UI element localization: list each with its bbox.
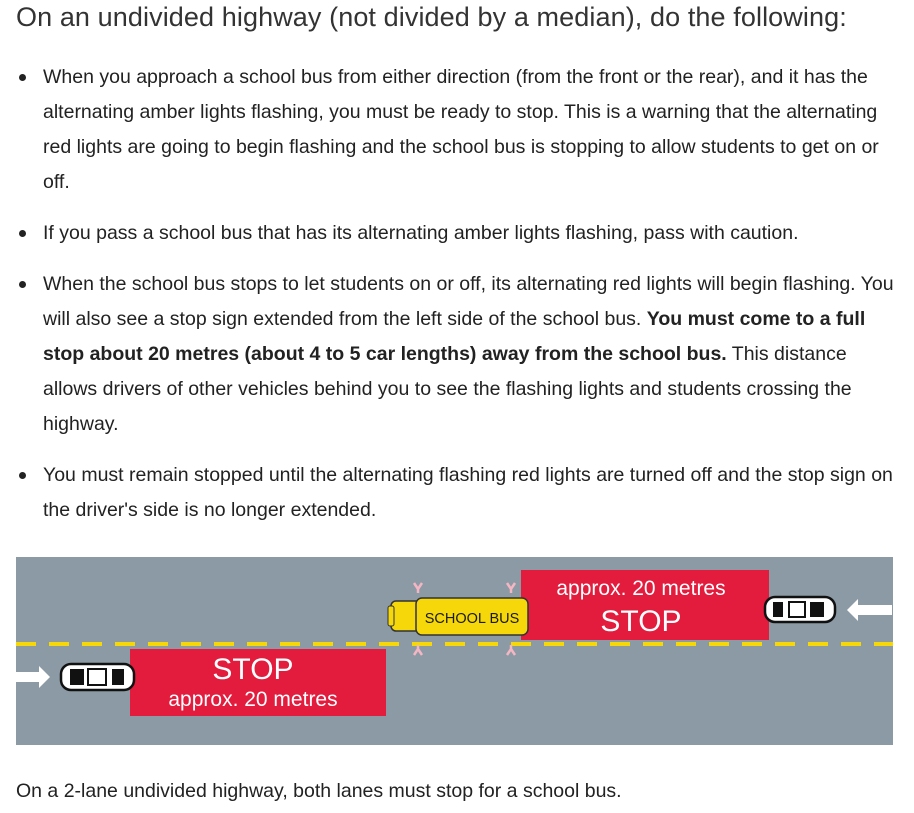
rules-list [0,60,900,544]
lower-zone-stop-label: STOP [212,653,294,686]
school-bus-icon [388,598,528,635]
car-icon [61,664,134,690]
list-item-text: When the school bus stops to let students on or off, its alternating red lights will begin flashing. You will also see a stop sign extended from the left side of the school bus. [43,273,894,330]
diagram-caption: On a 2-lane undivided highway, both lanes must stop for a school bus. [16,780,622,802]
list-item [0,458,900,528]
list-item [0,267,900,442]
upper-zone-distance-label: approx. 20 metres [556,577,726,600]
list-item-text: This distance allows drivers of other vehicles behind you to see the flashing lights and students crossing the highway. [43,343,852,435]
section-heading: On an undivided highway (not divided by a median), do the following: [16,2,847,32]
list-item [0,216,900,251]
list-item-text: You must remain stopped until the alternating flashing red lights are turned off and the stop sign on the driver's side is no longer extended. [43,464,893,521]
list-item-bold-text: You must come to a full stop about 20 metres (about 4 to 5 car lengths) away from the school bus. [43,308,866,365]
list-item-text: If you pass a school bus that has its alternating amber lights flashing, pass with caution. [43,222,799,244]
list-item-text: When you approach a school bus from either direction (from the front or the rear), and it has the alternating amber lights flashing, you must be ready to stop. This is a warning that the alternating red lights are going to begin flashing and the school bus is stopping to allow students to get on or off. [43,66,879,193]
school-bus-label: SCHOOL BUS [424,611,520,627]
upper-zone-stop-label: STOP [600,605,682,638]
school-bus-stopping-diagram [16,557,893,745]
lower-zone-distance-label: approx. 20 metres [168,688,338,711]
list-item [0,60,900,200]
car-icon [765,597,835,622]
